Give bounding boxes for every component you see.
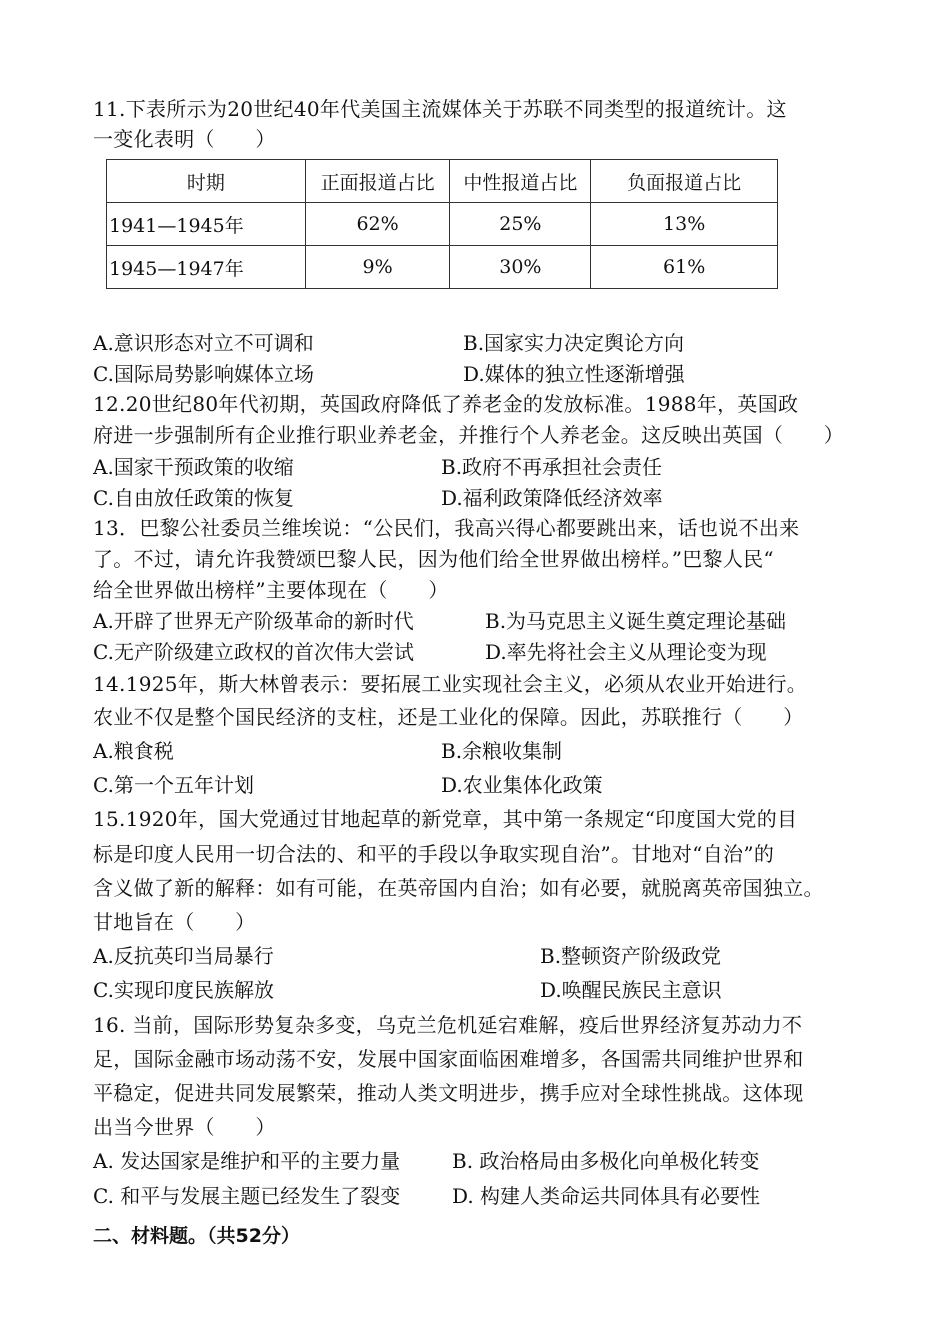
- section-heading: 二、材料题。（共52分）: [93, 1225, 300, 1247]
- q13-option-b: B.为马克思主义诞生奠定理论基础: [485, 609, 787, 633]
- q15-option-c: C.实现印度民族解放: [93, 978, 274, 1002]
- q11-stem-line-2: 一变化表明（ ）: [93, 127, 276, 151]
- q16-option-c: C. 和平与发展主题已经发生了裂变: [93, 1184, 401, 1208]
- q14-option-d: D.农业集体化政策: [441, 773, 603, 797]
- table-header-row: [107, 160, 778, 203]
- q13-option-c: C.无产阶级建立政权的首次伟大尝试: [93, 640, 414, 664]
- q16-stem-line-3: 平稳定，促进共同发展繁荣，推动人类文明进步，携手应对全球性挑战。这体现: [93, 1081, 804, 1105]
- q15-stem-line-3: 含义做了新的解释：如有可能，在英帝国内自治；如有必要，就脱离英帝国独立。: [93, 876, 824, 900]
- table-header-cell: 时期: [107, 160, 306, 203]
- q12-option-c: C.自由放任政策的恢复: [93, 486, 294, 510]
- table-header-cell: 正面报道占比: [305, 160, 450, 203]
- q11-stats-table: [106, 159, 778, 289]
- table-header-cell: 负面报道占比: [591, 160, 778, 203]
- table-cell-period: 1945—1947年: [107, 246, 306, 289]
- q15-option-b: B.整顿资产阶级政党: [540, 944, 722, 968]
- q16-option-a: A. 发达国家是维护和平的主要力量: [93, 1149, 401, 1173]
- q16-option-b: B. 政治格局由多极化向单极化转变: [452, 1149, 760, 1173]
- q16-stem-line-2: 足，国际金融市场动荡不安，发展中国家面临困难增多，各国需共同维护世界和: [93, 1047, 804, 1071]
- q11-stem-line-1: 11.下表所示为20世纪40年代美国主流媒体关于苏联不同类型的报道统计。这: [93, 97, 787, 121]
- q13-stem-line-1: 13．巴黎公社委员兰维埃说：“公民们，我高兴得心都要跳出来，话也说不出来: [93, 516, 800, 540]
- q15-stem-line-4: 甘地旨在（ ）: [93, 910, 256, 934]
- table-row: [107, 203, 778, 246]
- q14-stem-line-2: 农业不仅是整个国民经济的支柱，还是工业化的保障。因此，苏联推行（ ）: [93, 705, 804, 729]
- q11-option-d: D.媒体的独立性逐渐增强: [463, 362, 685, 386]
- q14-option-c: C.第一个五年计划: [93, 773, 254, 797]
- q16-stem-line-1: 16. 当前，国际形势复杂多变，乌克兰危机延宕难解，疫后世界经济复苏动力不: [93, 1013, 803, 1037]
- q16-stem-line-4: 出当今世界（ ）: [93, 1115, 276, 1139]
- q12-option-d: D.福利政策降低经济效率: [441, 486, 663, 510]
- q14-option-a: A.粮食税: [93, 739, 174, 763]
- table-cell: 62%: [305, 203, 450, 246]
- q11-option-a: A.意识形态对立不可调和: [93, 331, 314, 355]
- table-header-cell: 中性报道占比: [450, 160, 591, 203]
- q13-stem-line-3: 给全世界做出榜样”主要体现在（ ）: [93, 578, 449, 602]
- q13-stem-line-2: 了。不过，请允许我赞颂巴黎人民，因为他们给全世界做出榜样。”巴黎人民“: [93, 547, 774, 571]
- table-cell: 30%: [450, 246, 591, 289]
- q15-stem-line-2: 标是印度人民用一切合法的、和平的手段以争取实现自治”。甘地对“自治”的: [93, 842, 775, 866]
- q14-option-b: B.余粮收集制: [441, 739, 563, 763]
- q16-option-d: D. 构建人类命运共同体具有必要性: [452, 1184, 761, 1208]
- q12-stem-line-2: 府进一步强制所有企业推行职业养老金，并推行个人养老金。这反映出英国（ ）: [93, 423, 845, 447]
- q15-stem-line-1: 15.1920年，国大党通过甘地起草的新党章，其中第一条规定“印度国大党的目: [93, 807, 798, 831]
- q15-option-d: D.唤醒民族民主意识: [540, 978, 722, 1002]
- q13-option-a: A.开辟了世界无产阶级革命的新时代: [93, 609, 414, 633]
- table-row: [107, 246, 778, 289]
- q15-option-a: A.反抗英印当局暴行: [93, 944, 274, 968]
- table-cell: 9%: [305, 246, 450, 289]
- q12-stem-line-1: 12.20世纪80年代初期，英国政府降低了养老金的发放标准。1988年，英国政: [93, 392, 799, 416]
- q11-option-c: C.国际局势影响媒体立场: [93, 362, 314, 386]
- table-cell-period: 1941—1945年: [107, 203, 306, 246]
- q13-option-d: D.率先将社会主义从理论变为现: [485, 640, 767, 664]
- q12-option-a: A.国家干预政策的收缩: [93, 455, 294, 479]
- q12-option-b: B.政府不再承担社会责任: [441, 455, 663, 479]
- table-cell: 61%: [591, 246, 778, 289]
- q14-stem-line-1: 14.1925年，斯大林曾表示：要拓展工业实现社会主义，必须从农业开始进行。: [93, 672, 808, 696]
- q11-option-b: B.国家实力决定舆论方向: [463, 331, 685, 355]
- table-cell: 25%: [450, 203, 591, 246]
- table-cell: 13%: [591, 203, 778, 246]
